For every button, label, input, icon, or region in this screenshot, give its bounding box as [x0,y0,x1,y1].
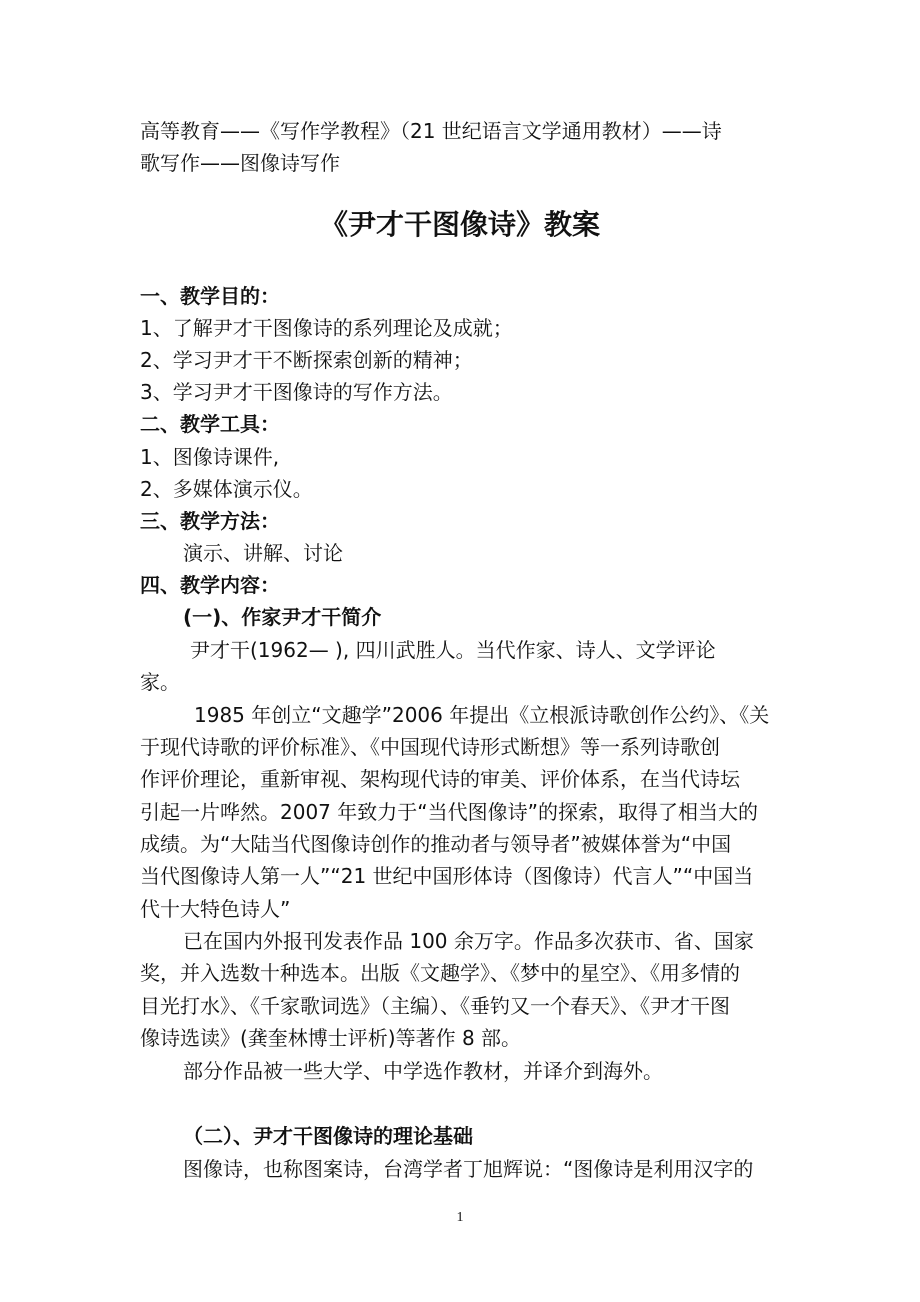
document-title: 《尹才干图像诗》教案 [319,208,600,241]
section-heading: 三、教学方法： [140,509,280,533]
paragraph-line: 家。 [140,670,180,694]
paragraph-line: 作评价理论，重新审视、架构现代诗的审美、评价体系，在当代诗坛 [140,767,740,791]
list-item: 2、多媒体演示仪。 [140,477,313,501]
paragraph-line: 尹才干(1962— ), 四川武胜人。当代作家、诗人、文学评论 [190,638,716,662]
list-item: 2、学习尹才干不断探索创新的精神； [140,348,473,372]
paragraph-line: 目光打水》、《千家歌词选》（主编）、《垂钓又一个春天》、《尹才干图 [140,994,730,1018]
paragraph-line: 已在国内外报刊发表作品 100 余万字。作品多次获市、省、国家 [183,929,754,953]
list-item: 1、了解尹才干图像诗的系列理论及成就； [140,316,513,340]
paragraph-line: 当代图像诗人第一人”“21 世纪中国形体诗（图像诗）代言人”“中国当 [140,864,754,888]
paragraph-line: 图像诗，也称图案诗，台湾学者丁旭辉说：“图像诗是利用汉字的 [183,1157,754,1181]
subsection-heading: (一)、作家尹才干简介 [183,605,382,629]
subsection-heading: （二）、尹才干图像诗的理论基础 [183,1124,473,1148]
paragraph-line: 奖，并入选数十种选本。出版《文趣学》、《梦中的星空》、《用多情的 [140,961,740,985]
section-heading: 四、教学内容： [140,573,280,597]
paragraph-line: 成绩。为“大陆当代图像诗创作的推动者与领导者”被媒体誉为“中国 [140,832,732,856]
section-heading: 一、教学目的： [140,284,280,308]
section-heading: 二、教学工具： [140,412,280,436]
list-item: 1、图像诗课件, [140,445,280,469]
header-line: 高等教育——《写作学教程》（21 世纪语言文学通用教材）——诗 [140,119,722,143]
paragraph-line: 于现代诗歌的评价标准》、《中国现代诗形式断想》等一系列诗歌创 [140,735,720,759]
header-line: 歌写作——图像诗写作 [140,151,340,175]
page-number: 1 [456,1210,464,1225]
paragraph-line: 像诗选读》(龚奎林博士评析)等著作 8 部。 [140,1026,522,1050]
list-item: 3、学习尹才干图像诗的写作方法。 [140,380,453,404]
paragraph-line: 1985 年创立“文趣学”2006 年提出《立根派诗歌创作公约》、《关 [194,703,770,727]
paragraph-line: 引起一片哗然。2007 年致力于“当代图像诗”的探索，取得了相当大的 [140,800,758,824]
paragraph-line: 部分作品被一些大学、中学选作教材，并译介到海外。 [183,1059,663,1083]
paragraph-line: 代十大特色诗人” [140,897,291,921]
paragraph-text: 演示、讲解、讨论 [183,541,343,565]
